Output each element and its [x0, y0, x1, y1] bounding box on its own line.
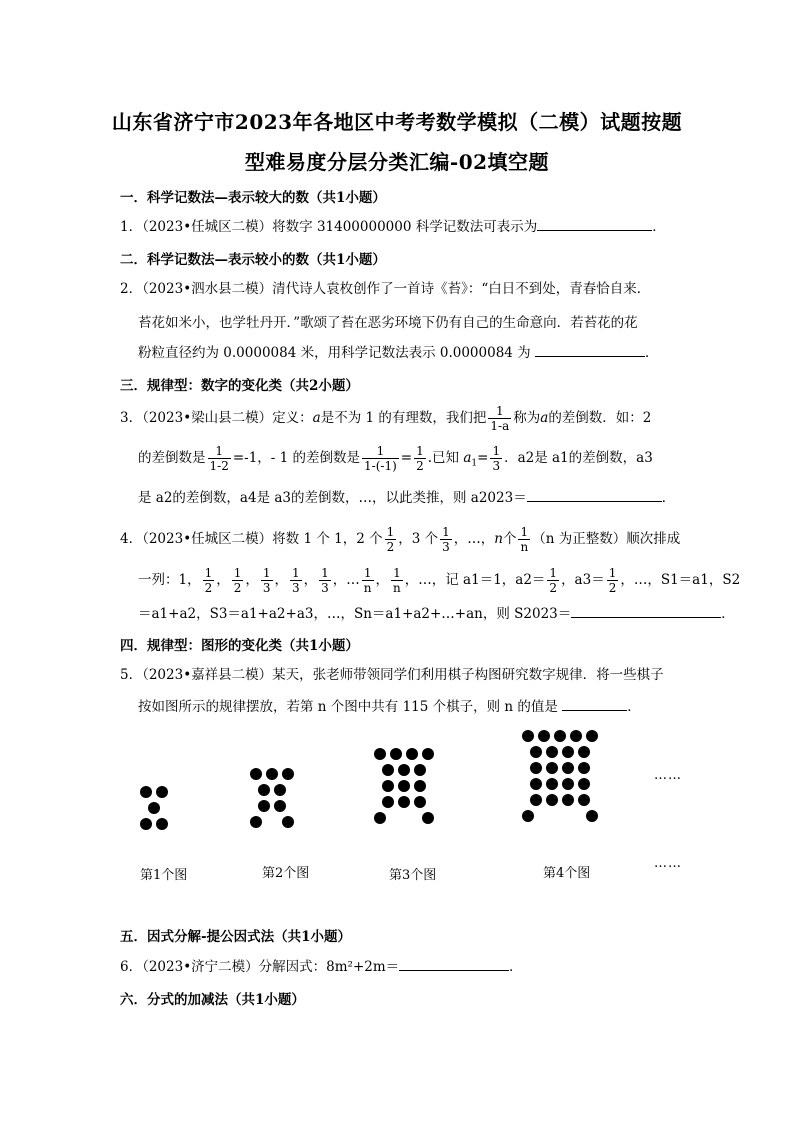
q3-l1c: 是不为 1 的有理数，我们把	[320, 410, 487, 426]
chess-piece-dot	[578, 762, 590, 774]
chess-piece-dot	[422, 748, 434, 760]
chess-piece-dot	[258, 800, 270, 812]
chess-piece-dot	[530, 778, 542, 790]
q4-seq-fraction: $\frac{1}{2}$	[233, 566, 242, 595]
q4-fraction-a: $\frac{1}{2}$	[386, 525, 395, 554]
question-2-line-2: 苔花如米小，也学牡丹开．”歌颂了苔在恶劣环境下仍有自己的生命意向．若苔花的花	[138, 315, 638, 331]
chess-piece-dot	[562, 778, 574, 790]
q4-seq-fraction: $\frac{1}{3}$	[292, 566, 300, 595]
q3-suffix: ．	[661, 490, 676, 506]
q3-l1d: 称为	[513, 410, 541, 426]
section-5-heading: 五．因式分解-提公因式法（共1小题）	[120, 929, 351, 945]
q4-l1b: ，3 个	[398, 531, 439, 547]
q4-l1e: 个	[502, 531, 517, 547]
chess-piece-dot	[148, 802, 160, 814]
q3-l2g: =	[477, 450, 489, 466]
chess-piece-dot	[414, 764, 426, 776]
q3-l1a: 3．（2023•梁山县二模）定义：	[120, 410, 313, 426]
chess-piece-dot	[414, 780, 426, 792]
chess-piece-dot	[522, 730, 534, 742]
chess-piece-dot	[546, 762, 558, 774]
question-2-line-1: 2．（2023•泗水县二模）清代诗人袁枚创作了一首诗《苔》：“白日不到处，青春恰自来．	[120, 281, 651, 297]
chess-piece-dot	[398, 796, 410, 808]
q3-l2d: .已知	[427, 450, 460, 466]
chess-piece-dot	[522, 810, 534, 822]
chess-piece-dot	[562, 794, 574, 806]
q4-l1g: （n 为正整数）顺次排成	[532, 531, 681, 547]
q4-fraction-b: $\frac{1}{3}$	[442, 525, 450, 554]
chess-piece-dot	[546, 746, 558, 758]
chess-piece-dot	[374, 748, 386, 760]
q4-l2a: 一列：1，	[138, 572, 201, 588]
title-line-1: 山东省济宁市2023年各地区中考考数学模拟（二模）试题按题	[111, 110, 683, 134]
q3-l2c: =	[400, 450, 413, 466]
chess-piece-dot	[578, 794, 590, 806]
q4-seq-fraction: $\frac{1}{3}$	[262, 566, 271, 595]
q4-l2d: ，…，S1＝a1，S2	[620, 572, 741, 588]
q4-l1c: ，…，	[453, 531, 495, 547]
q2-suffix: ．	[644, 345, 659, 361]
q3-l2h: ．a2是 a1的差倒数，a3	[504, 450, 653, 466]
section-3-heading: 三．规律型：数字的变化类（共2小题）	[120, 378, 359, 394]
q6-text: 6．（2023•济宁二模）分解因式：8m²+2m＝	[120, 959, 400, 975]
chess-piece-dot	[570, 730, 582, 742]
question-5-line-1: 5．（2023•嘉祥县二模）某天，张老师带领同学们利用棋子构图研究数字规律．将一些棋子	[120, 667, 664, 683]
q4-l3: ＝a1+a2，S3＝a1+a2+a3，…，Sn＝a1+a2+…+an，则 S2023＝	[138, 606, 572, 622]
q3-l3: 是 a2的差倒数，a4是 a3的差倒数，…，以此类推，则 a2023＝	[138, 490, 527, 506]
q1-text: 1．（2023•任城区二模）将数字 31400000000 科学记数法可表示为	[120, 219, 538, 235]
chess-piece-dot	[414, 796, 426, 808]
chess-piece-dot	[382, 796, 394, 808]
chess-piece-dot	[140, 818, 152, 830]
chess-piece-dot	[274, 784, 286, 796]
title-line-2: 型难易度分层分类汇编-02填空题	[244, 150, 550, 174]
q6-answer-blank[interactable]	[399, 956, 509, 971]
chess-piece-dot	[390, 748, 402, 760]
chess-piece-dot	[250, 816, 262, 828]
caption-figure-2: 第2个图	[262, 866, 310, 881]
q2-text: 粉粒直径约为 0.0000084 米，用科学记数法表示 0.0000084 为	[138, 345, 531, 361]
chess-piece-dot	[530, 746, 542, 758]
chess-piece-dot	[554, 730, 566, 742]
chess-piece-dot	[586, 810, 598, 822]
q4-l2c: ，a3＝	[561, 572, 605, 588]
q3-fraction-4: $\frac{1}{2}$	[416, 444, 424, 473]
q3-a1-sub: 1	[471, 458, 478, 469]
chess-piece-dot	[398, 764, 410, 776]
chess-piece-dot	[406, 748, 418, 760]
section-2-heading: 二．科学记数法—表示较小的数（共1小题）	[120, 252, 386, 268]
chess-piece-dot	[530, 762, 542, 774]
section-6-heading: 六．分式的加减法（共1小题）	[120, 992, 305, 1008]
caption-figure-3: 第3个图	[389, 868, 437, 883]
chess-piece-dot	[422, 812, 434, 824]
q4-l1a: 4．（2023•任城区二模）将数 1 个 1，2 个	[120, 531, 383, 547]
chess-piece-dot	[282, 768, 294, 780]
chess-piece-dot	[586, 730, 598, 742]
chess-piece-dot	[562, 746, 574, 758]
section-4-heading: 四．规律型：图形的变化类（共1小题）	[120, 638, 359, 654]
q5-text: 按如图所示的规律摆放，若第 n 个图中共有 115 个棋子，则 n 的值是	[138, 699, 558, 715]
q5-suffix: ．	[627, 699, 641, 715]
chess-piece-dot	[156, 786, 168, 798]
q3-var-a2: a	[540, 410, 549, 426]
q4-fraction-e: $\frac{1}{2}$	[608, 566, 617, 595]
chess-piece-dot	[382, 780, 394, 792]
q3-fraction-1: $\frac{1}{1-a}$	[490, 404, 510, 433]
chess-piece-dot	[374, 812, 386, 824]
q4-seq-fraction: $\frac{1}{3}$	[321, 566, 329, 595]
chess-piece-dot	[578, 778, 590, 790]
q3-a1: a	[463, 450, 472, 466]
chess-piece-dot	[274, 800, 286, 812]
chess-piece-dot	[530, 794, 542, 806]
chess-piece-dot	[156, 818, 168, 830]
chess-piece-dot	[546, 794, 558, 806]
q4-fraction-d: $\frac{1}{2}$	[549, 566, 558, 595]
question-6	[120, 956, 523, 977]
chess-piece-dot	[382, 764, 394, 776]
chess-piece-dot	[140, 786, 152, 798]
q4-suffix: ．	[721, 606, 735, 622]
q3-l2b: =-1，- 1 的差倒数是	[232, 450, 361, 466]
ellipsis-top: ……	[654, 768, 682, 783]
chess-piece-dot	[258, 784, 270, 796]
caption-figure-4: 第4个图	[543, 866, 591, 881]
q4-seq-fraction: $\frac{1}{n}$	[363, 566, 372, 595]
chess-piece-dot	[398, 780, 410, 792]
q4-fraction-c: $\frac{1}{n}$	[520, 525, 529, 554]
q3-var-a: a	[312, 410, 321, 426]
chess-piece-dot	[282, 816, 294, 828]
q6-suffix: ．	[509, 959, 523, 975]
chess-piece-dot	[562, 762, 574, 774]
q4-sequence: $\frac{1}{2}$ ， $\frac{1}{2}$ ， $\frac{1}{3}$ ， $\frac{1}{3}$ ， $\frac{1}{3}$ ，… $\frac{1}{n}$ ， $\frac{1}{n}$	[204, 566, 401, 595]
q4-n: n	[494, 531, 503, 547]
q3-fraction-3: $\frac{1}{1-(-1)}$	[364, 444, 397, 473]
caption-figure-1: 第1个图	[140, 868, 188, 883]
q4-seq-fraction: $\frac{1}{n}$	[393, 566, 401, 595]
q3-l1f: 的差倒数．如：2	[548, 410, 652, 426]
chess-piece-dot	[578, 746, 590, 758]
q3-fraction-2: $\frac{1}{1-2}$	[209, 444, 229, 473]
section-1-heading: 一．科学记数法—表示较大的数（共1小题）	[120, 190, 386, 206]
q3-fraction-5: $\frac{1}{3}$	[492, 444, 501, 473]
chess-piece-dot	[538, 730, 550, 742]
q1-suffix: ．	[652, 219, 666, 235]
ellipsis-bottom: ……	[654, 856, 682, 871]
chess-piece-dot	[250, 768, 262, 780]
q4-l2b: ，…，记 a1＝1，a2＝	[404, 572, 546, 588]
chess-piece-dot	[266, 768, 278, 780]
q4-seq-fraction: $\frac{1}{2}$	[204, 566, 213, 595]
q3-l2a: 的差倒数是	[138, 450, 206, 466]
chess-piece-dot	[546, 778, 558, 790]
